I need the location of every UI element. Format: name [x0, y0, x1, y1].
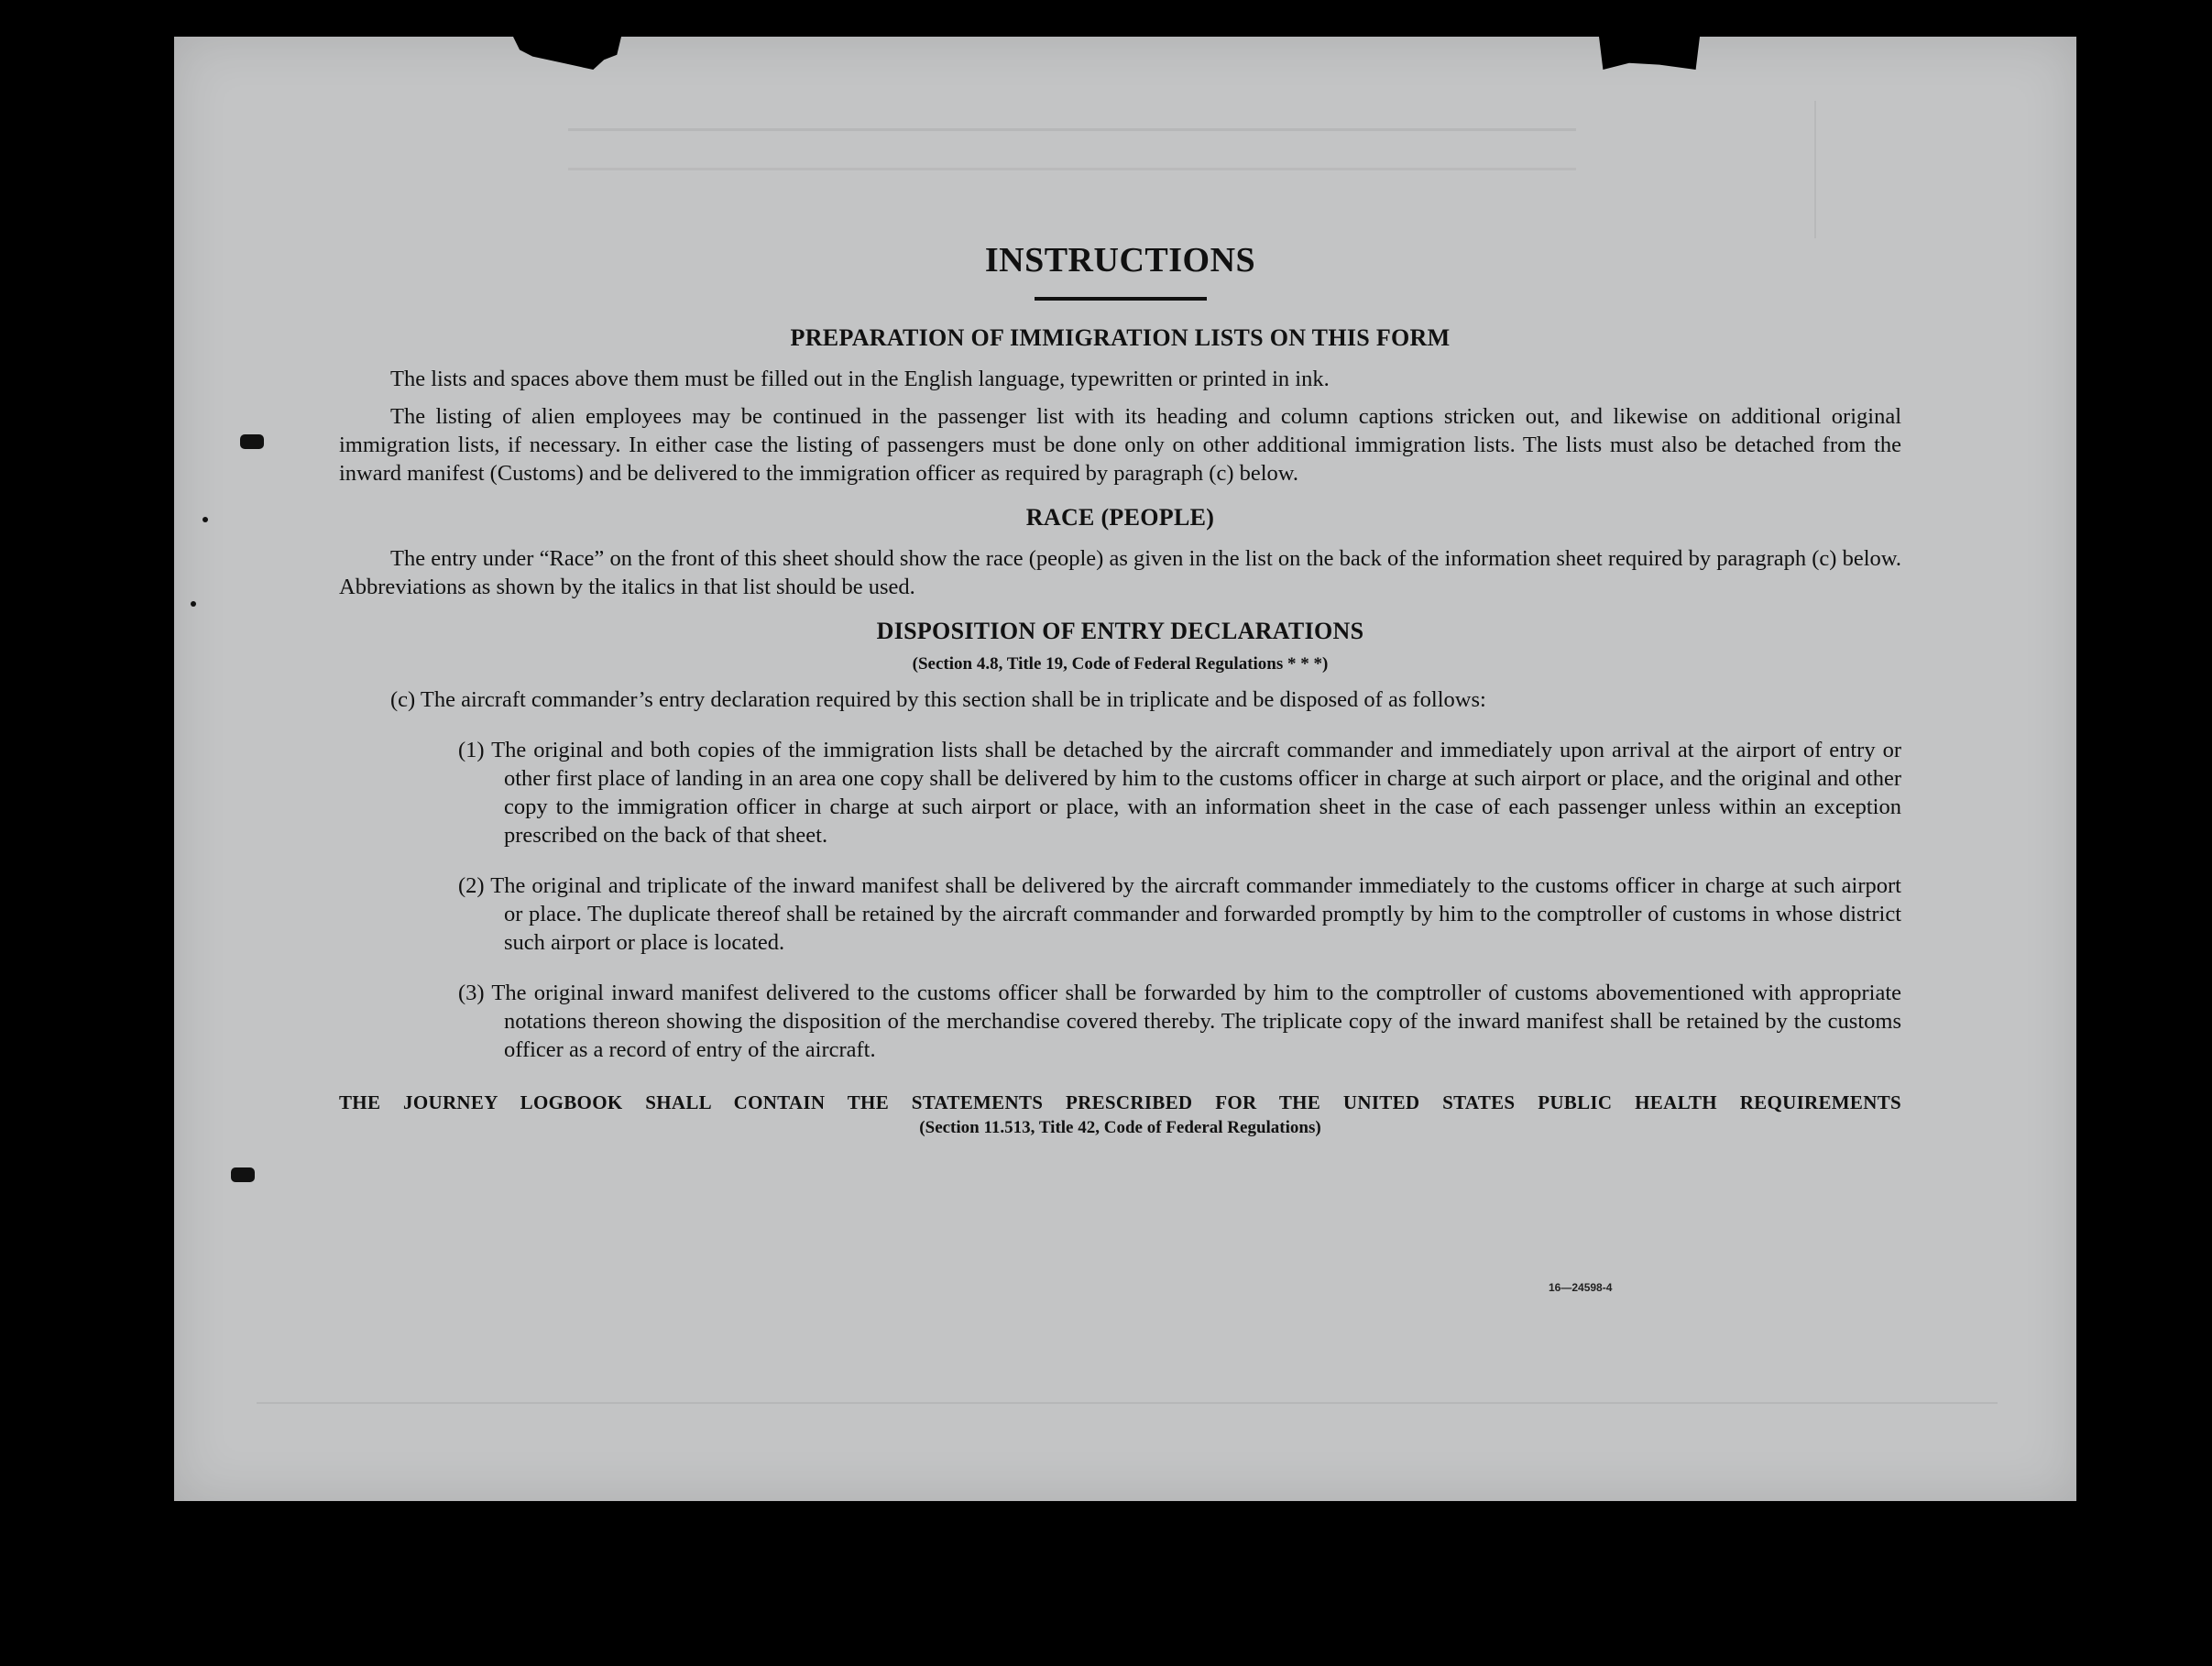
preparation-para-1: The lists and spaces above them must be filled out in the English language, typewritten or printed in ink. — [390, 367, 1330, 391]
disposition-citation: (Section 4.8, Title 19, Code of Federal Regulations * * *) — [912, 654, 1329, 674]
punch-mark — [231, 1167, 255, 1182]
instructions-body — [339, 240, 1901, 1138]
disposition-item-3: (3) The original inward manifest delivered to the customs officer shall be forwarded by him to the comptroller of customs abovementioned with appropriate notations thereon showing the disposition of the merchandise covered thereby. The triplicate copy of the inward manifest shall be retained by the customs officer as a record of entry of the aircraft. — [458, 981, 1901, 1062]
footer-citation: (Section 11.513, Title 42, Code of Federal Regulations) — [919, 1118, 1321, 1137]
bleed-through — [568, 128, 1576, 170]
ink-dot — [191, 601, 196, 607]
bleed-through — [1814, 101, 2018, 238]
bleed-through — [257, 1402, 1998, 1404]
punch-mark — [240, 434, 264, 449]
race-para-1: The entry under “Race” on the front of this sheet should show the race (people) as given in the list on the back of the information sheet required by paragraph (c) below. Abbreviations as shown by the italics in that list should be used. — [339, 546, 1901, 599]
title-rule — [1035, 297, 1207, 301]
disposition-clause-c: (c) The aircraft commander’s entry declaration required by this section shall be in triplicate and be disposed of as follows: — [390, 687, 1486, 712]
form-number: 16—24598-4 — [1549, 1281, 1613, 1294]
footer-heading: THE JOURNEY LOGBOOK SHALL CONTAIN THE STATEMENTS PRESCRIBED FOR THE UNITED STATES PUBLIC HEALTH REQUIREMENTS — [339, 1091, 1901, 1113]
section-heading-preparation: PREPARATION OF IMMIGRATION LISTS ON THIS FORM — [790, 324, 1451, 351]
section-heading-disposition: DISPOSITION OF ENTRY DECLARATIONS — [876, 618, 1364, 644]
preparation-para-2: The listing of alien employees may be continued in the passenger list with its heading and column captions stricken out, and likewise on additional original immigration lists, if necessary. In either case the listing of passengers must be done only on other additional immigration lists. The lists must also be detached from the inward manifest (Customs) and be delivered to the immigration officer as required by paragraph (c) below. — [339, 404, 1901, 486]
disposition-item-2: (2) The original and triplicate of the inward manifest shall be delivered by the aircraft commander immediately to the customs officer in charge at such airport or place. The duplicate thereof shall be retained by the aircraft commander and forwarded promptly by him to the comptroller of customs in whose district such airport or place is located. — [458, 873, 1901, 955]
section-heading-race: RACE (PEOPLE) — [1025, 504, 1215, 531]
ink-dot — [203, 517, 208, 522]
page-title: INSTRUCTIONS — [984, 241, 1256, 279]
disposition-item-1: (1) The original and both copies of the immigration lists shall be detached by the aircraft commander and immediately upon arrival at the airport of entry or other first place of landing in an area one copy shall be delivered by him to the customs officer in charge at such airport or place, and the original and other copy to the immigration officer in charge at such airport or place, with an information sheet in the case of each passenger unless within an exception prescribed on the back of that sheet. — [458, 738, 1901, 848]
